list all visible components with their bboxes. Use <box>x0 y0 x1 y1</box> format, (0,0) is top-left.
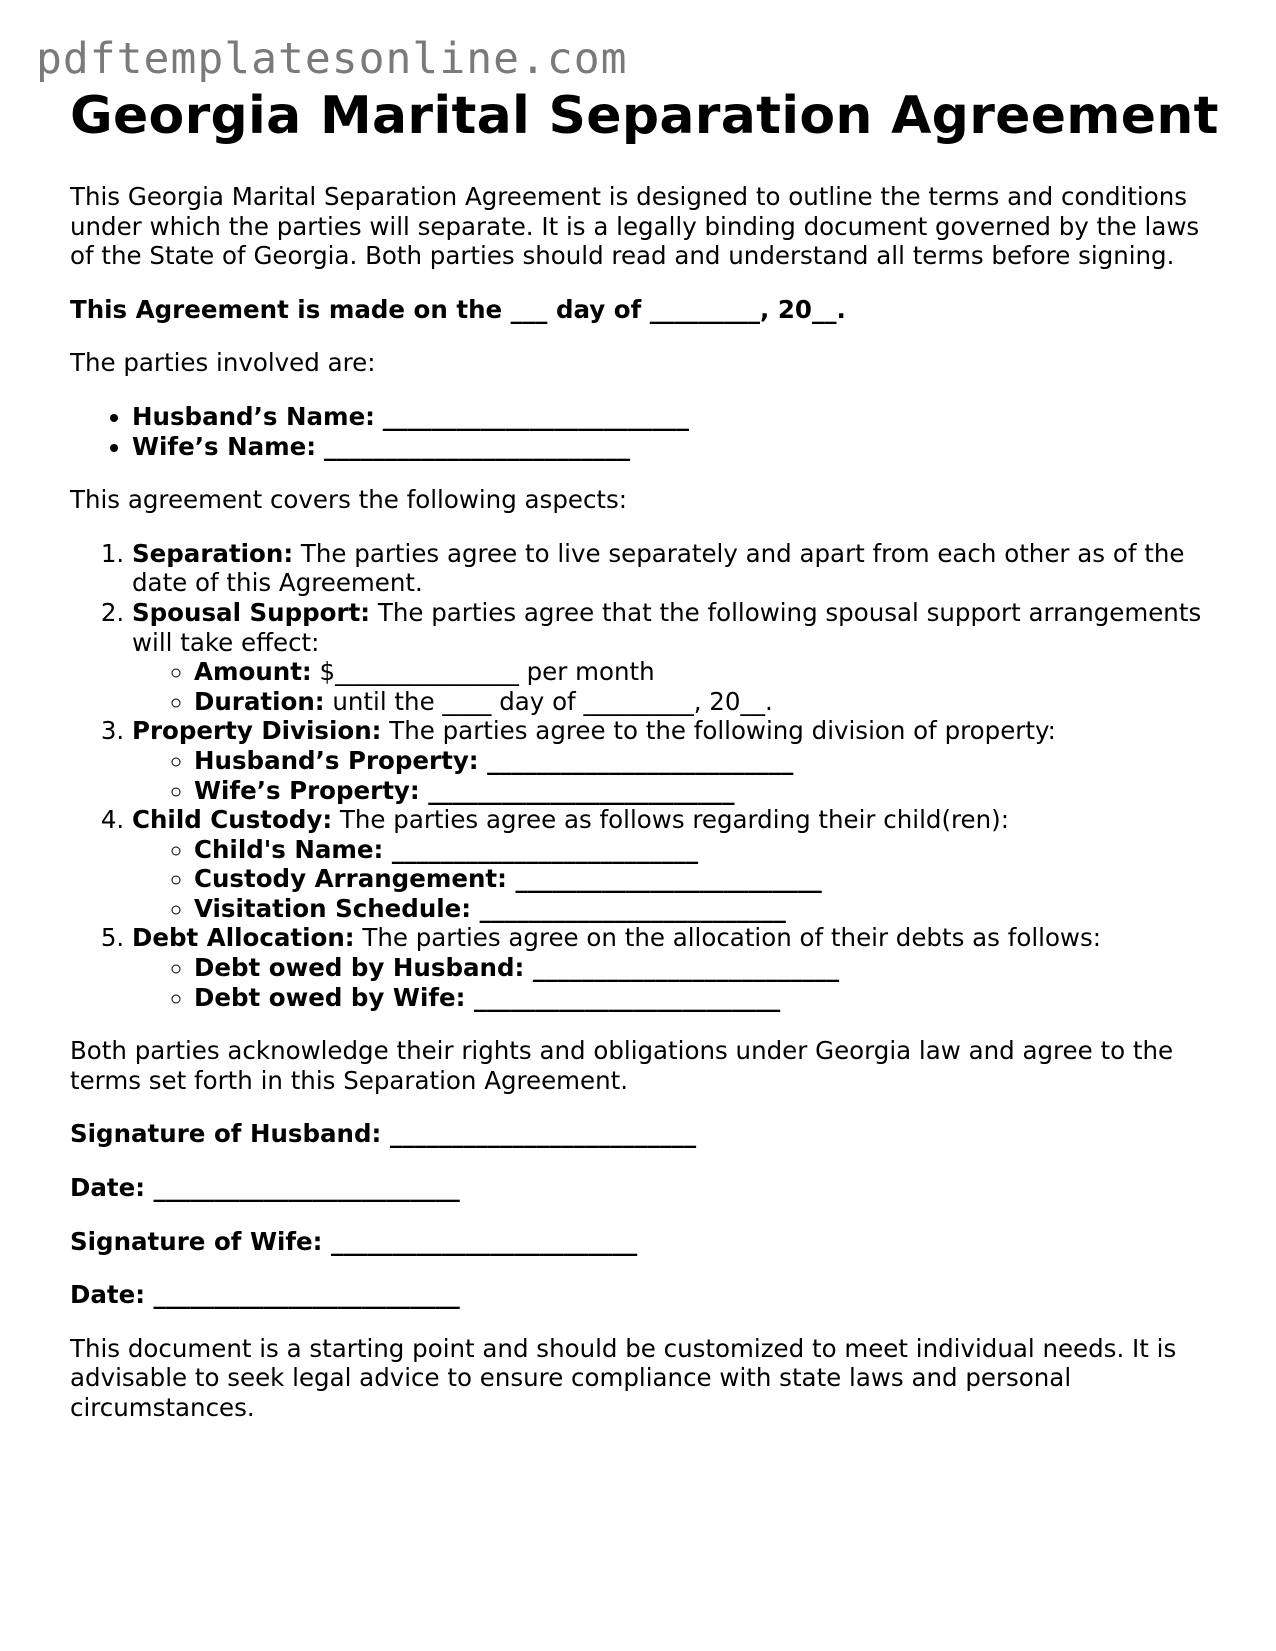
aspect-property-division <box>132 716 1210 805</box>
spousal-support-label: Spousal Support: <box>132 597 371 627</box>
amount-field[interactable]: $_______________ per month <box>311 657 655 687</box>
aspect-spousal-support <box>132 598 1210 716</box>
custody-arrangement-label: Custody Arrangement: <box>194 864 507 894</box>
husband-signature-line[interactable]: Signature of Husband: _________________________ <box>70 1119 697 1149</box>
husband-date-line[interactable]: Date: _________________________ <box>70 1173 460 1203</box>
disclaimer-paragraph: This document is a starting point and should be customized to meet individual needs. It is advisable to seek legal advice to ensure compliance with state laws and personal circumstances. <box>70 1333 1177 1422</box>
wife-debt-label: Debt owed by Wife: <box>194 982 466 1012</box>
duration-field[interactable]: until the ____ day of _________, 20__. <box>324 686 773 716</box>
parties-intro: The parties involved are: <box>70 348 376 378</box>
agreement-date-line: This Agreement is made on the ___ day of _________, 20__. <box>70 294 846 324</box>
wife-property-label: Wife’s Property: <box>194 775 420 805</box>
separation-text: The parties agree to live separately and apart from each other as of the date of this Agreement. <box>132 538 1185 598</box>
list-item <box>194 953 1210 983</box>
parties-list <box>70 402 1210 461</box>
visitation-label: Visitation Schedule: <box>194 893 472 923</box>
list-item <box>194 776 1210 806</box>
debt-label: Debt Allocation: <box>132 923 355 953</box>
aspect-debt-allocation <box>132 923 1210 1012</box>
wife-name-field[interactable]: _________________________ <box>323 431 631 461</box>
child-name-label: Child's Name: <box>194 834 384 864</box>
husband-name-field[interactable]: _________________________ <box>382 401 690 431</box>
list-item <box>132 432 1210 462</box>
custody-arrangement-field[interactable]: _________________________ <box>506 864 822 894</box>
husband-debt-field[interactable]: _________________________ <box>524 953 840 983</box>
wife-name-label: Wife’s Name: <box>132 431 317 461</box>
separation-label: Separation: <box>132 538 294 568</box>
page-title: Georgia Marital Separation Agreement <box>70 86 1219 146</box>
wife-property-field[interactable]: _________________________ <box>419 775 735 805</box>
list-item <box>194 864 1210 894</box>
list-item <box>194 746 1210 776</box>
aspect-child-custody <box>132 805 1210 923</box>
list-item <box>132 402 1210 432</box>
list-item <box>194 835 1210 865</box>
debt-text: The parties agree on the allocation of their debts as follows: <box>354 923 1101 953</box>
aspects-list <box>70 539 1210 1013</box>
visitation-field[interactable]: _________________________ <box>471 893 786 923</box>
list-item <box>194 687 1210 717</box>
child-name-field[interactable]: _________________________ <box>383 834 699 864</box>
wife-debt-field[interactable]: _________________________ <box>465 982 781 1012</box>
wife-signature-line[interactable]: Signature of Wife: _________________________ <box>70 1226 638 1256</box>
watermark: pdftemplatesonline.com <box>36 34 628 84</box>
list-item <box>194 894 1210 924</box>
list-item <box>194 657 1210 687</box>
aspect-separation <box>132 539 1210 598</box>
husband-debt-label: Debt owed by Husband: <box>194 953 525 983</box>
husband-property-label: Husband’s Property: <box>194 745 479 775</box>
intro-paragraph: This Georgia Marital Separation Agreement is designed to outline the terms and conditions under which the parties will separate. It is a legally binding document governed by the laws of the State of Georgia. Both parties should read and understand all terms before signing. <box>70 182 1200 271</box>
document-body <box>70 182 1210 1447</box>
amount-label: Amount: <box>194 657 312 687</box>
spousal-support-text: The parties agree that the following spousal support arrangements will take effect: <box>132 597 1202 657</box>
wife-date-line[interactable]: Date: _________________________ <box>70 1280 460 1310</box>
property-text: The parties agree to the following division of property: <box>381 716 1056 746</box>
husband-property-field[interactable]: _________________________ <box>478 745 794 775</box>
list-item <box>194 983 1210 1013</box>
custody-label: Child Custody: <box>132 805 333 835</box>
aspects-intro: This agreement covers the following aspects: <box>70 485 628 515</box>
property-label: Property Division: <box>132 716 382 746</box>
custody-text: The parties agree as follows regarding their child(ren): <box>332 805 1009 835</box>
acknowledgement-paragraph: Both parties acknowledge their rights and obligations under Georgia law and agree to the terms set forth in this Separation Agreement. <box>70 1036 1174 1095</box>
duration-label: Duration: <box>194 686 325 716</box>
husband-name-label: Husband’s Name: <box>132 401 375 431</box>
